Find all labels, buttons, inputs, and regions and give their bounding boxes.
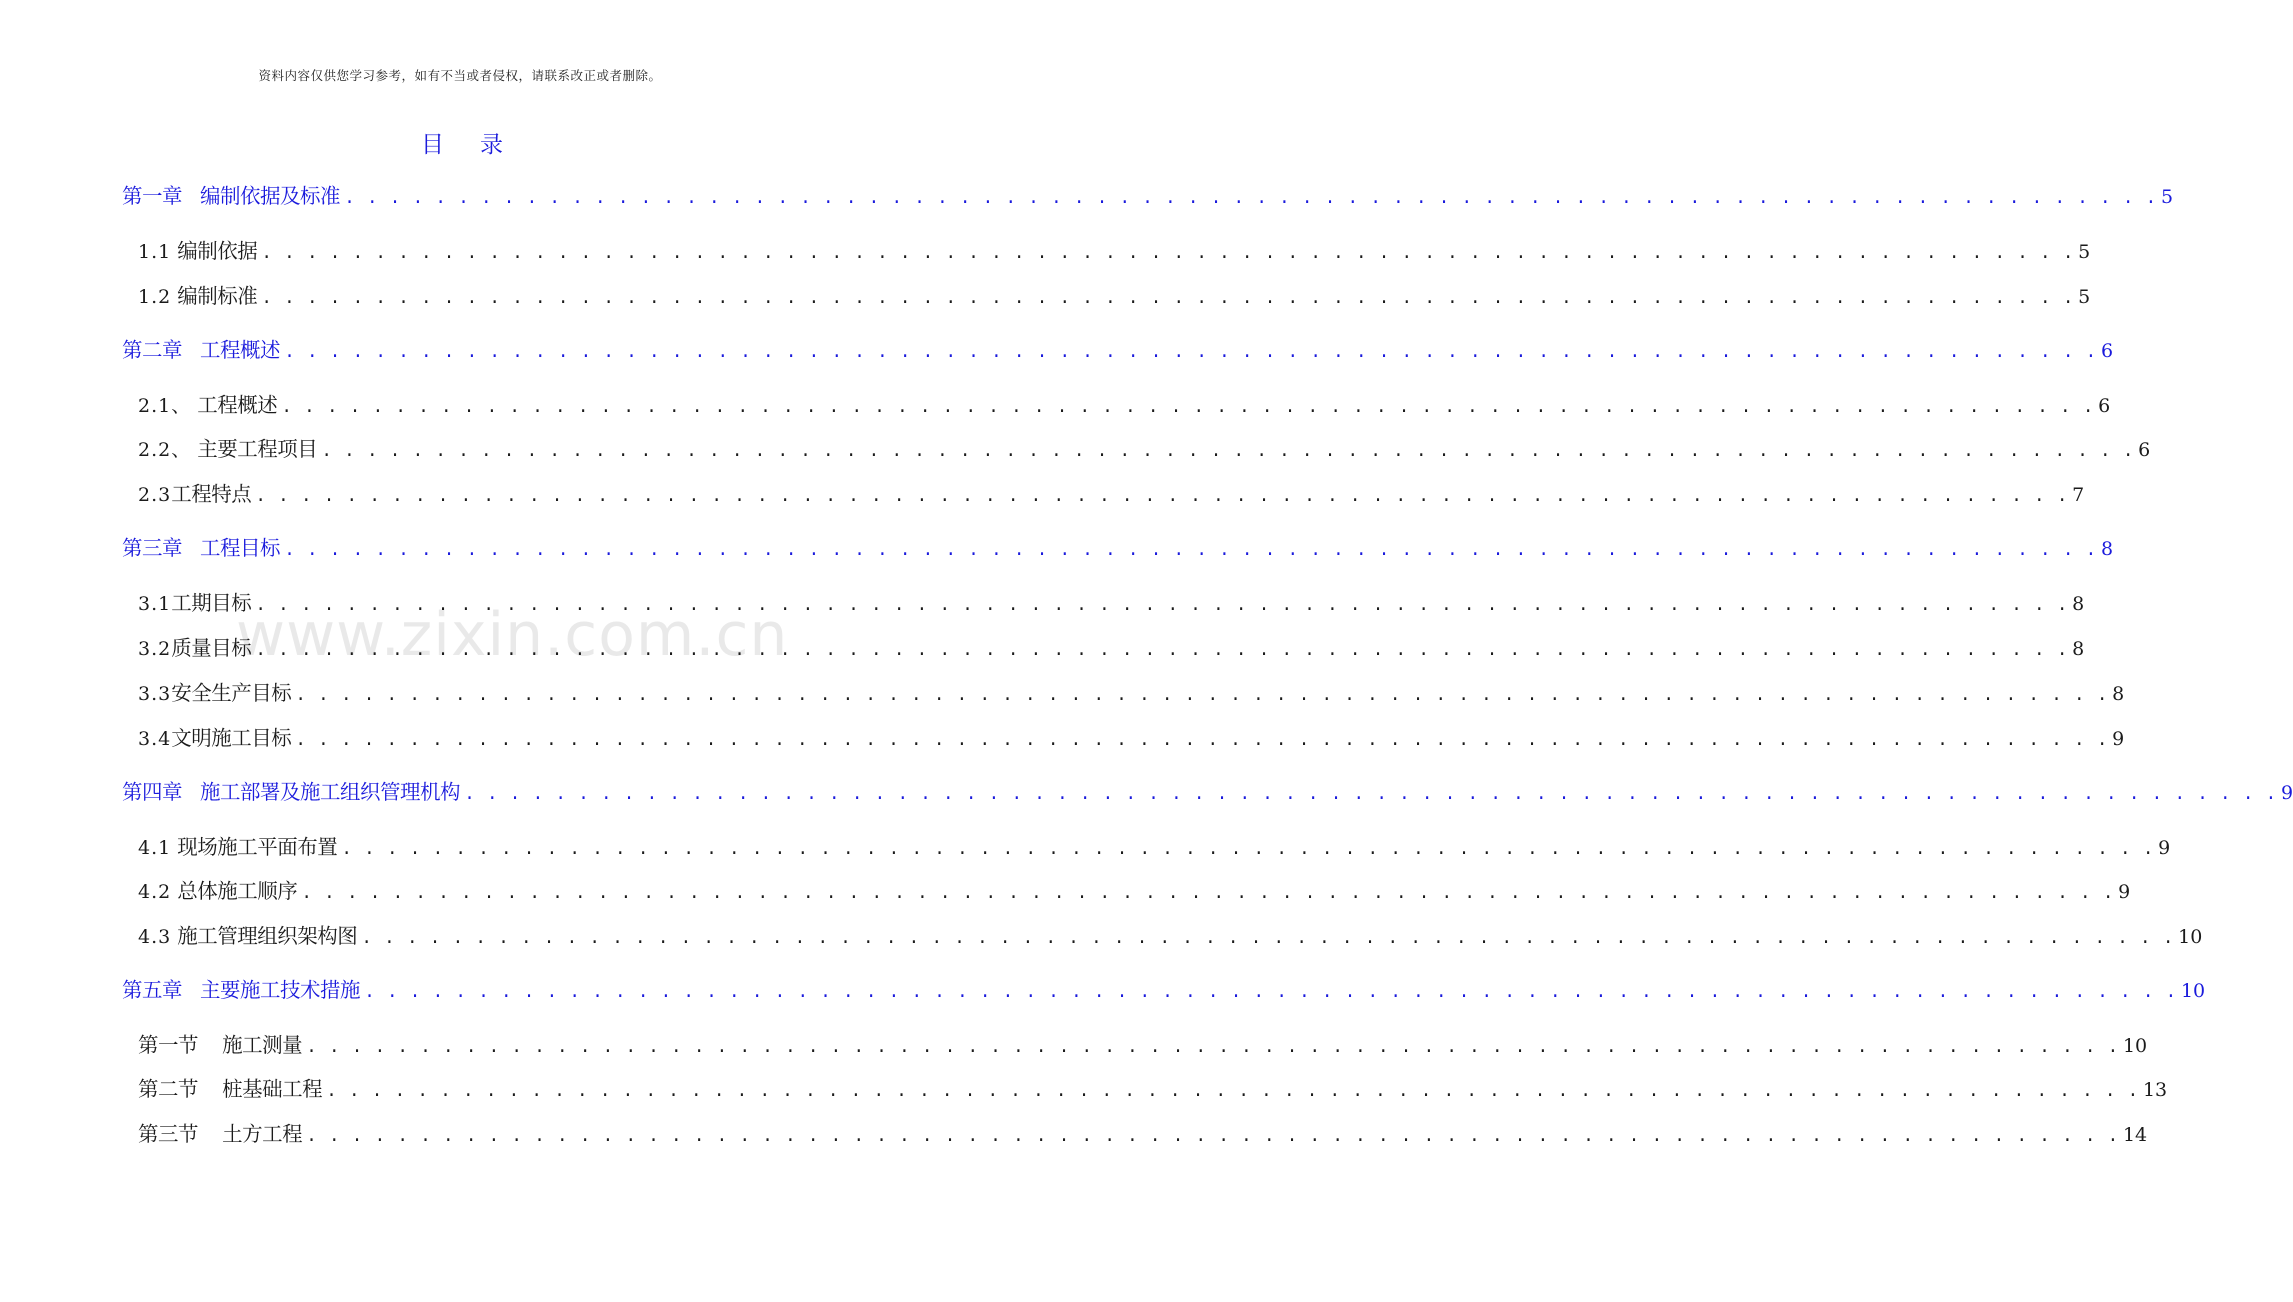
toc-dot-leader: . . . . . . . . . . . . . . . . . . . . . . . . . . . . . . . . . . . . . . . . . . . . . . . . . . . . . . . . . . . . . . . . . . . . . . . . . . . . . . . .	[284, 343, 2097, 363]
toc-dot-leader: . . . . . . . . . . . . . . . . . . . . . . . . . . . . . . . . . . . . . . . . . . . . . . . . . . . . . . . . . . . . . . . . . . . . . . . . . . . . . . . .	[326, 1082, 2139, 1102]
toc-page-number: 9	[2112, 728, 2125, 750]
toc-page-number: 8	[2112, 683, 2125, 705]
toc-page-number: 10	[2122, 1035, 2148, 1057]
toc-section-entry[interactable]	[138, 235, 2091, 267]
toc-dot-leader: . . . . . . . . . . . . . . . . . . . . . . . . . . . . . . . . . . . . . . . . . . . . . . . . . . . . . . . . . . . . . . . . . . . . . . . . . . . . . . . .	[295, 731, 2109, 751]
toc-chapter-entry[interactable]	[122, 180, 2174, 212]
toc-section-entry[interactable]	[138, 478, 2085, 510]
toc-entry-number: 2.1、	[138, 395, 192, 417]
toc-page-number: 6	[2100, 340, 2114, 362]
toc-entry-label: 工程概述	[191, 393, 278, 417]
toc-entry-number: 1.2	[138, 286, 172, 308]
toc-section-entry[interactable]	[138, 1073, 2168, 1105]
toc-entry-label: 编制标准	[171, 284, 258, 308]
toc-entry-number: 1.1	[138, 241, 172, 263]
toc-dot-leader: . . . . . . . . . . . . . . . . . . . . . . . . . . . . . . . . . . . . . . . . . . . . . . . . . . . . . . . . . . . . . . . . . . . . . . . . . . . . . . . .	[306, 1038, 2119, 1058]
toc-entry-label: 第五章 主要施工技术措施	[122, 978, 361, 1002]
toc-page-number: 5	[2160, 186, 2174, 208]
toc-page-number: 5	[2078, 286, 2091, 308]
toc-entry-label: 工程特点	[171, 482, 252, 506]
toc-section-entry[interactable]	[138, 389, 2111, 421]
toc-entry-number: 3.2	[138, 638, 172, 660]
toc-entry-label: 现场施工平面布置	[171, 835, 338, 859]
toc-dot-leader: . . . . . . . . . . . . . . . . . . . . . . . . . . . . . . . . . . . . . . . . . . . . . . . . . . . . . . . . . . . . . . . . . . . . . . . . . . . . . . . .	[255, 641, 2069, 661]
toc-page-number: 5	[2078, 241, 2091, 263]
toc-dot-leader: . . . . . . . . . . . . . . . . . . . . . . . . . . . . . . . . . . . . . . . . . . . . . . . . . . . . . . . . . . . . . . . . . . . . . . . . . . . . . . . .	[284, 541, 2097, 561]
toc-entry-number: 3.3	[138, 683, 172, 705]
toc-dot-leader: . . . . . . . . . . . . . . . . . . . . . . . . . . . . . . . . . . . . . . . . . . . . . . . . . . . . . . . . . . . . . . . . . . . . . . . . . . . . . . . .	[295, 686, 2109, 706]
toc-chapter-entry[interactable]	[122, 532, 2114, 564]
toc-dot-leader: . . . . . . . . . . . . . . . . . . . . . . . . . . . . . . . . . . . . . . . . . . . . . . . . . . . . . . . . . . . . . . . . . . . . . . . . . . . . . . . .	[255, 487, 2069, 507]
toc-chapter-entry[interactable]	[122, 334, 2114, 366]
toc-dot-leader: . . . . . . . . . . . . . . . . . . . . . . . . . . . . . . . . . . . . . . . . . . . . . . . . . . . . . . . . . . . . . . . . . . . . . . . . . . . . . . . .	[341, 840, 2155, 860]
toc-section-entry[interactable]	[138, 722, 2125, 754]
toc-entry-label: 总体施工顺序	[171, 879, 298, 903]
toc-section-entry[interactable]	[138, 677, 2125, 709]
toc-dot-leader: . . . . . . . . . . . . . . . . . . . . . . . . . . . . . . . . . . . . . . . . . . . . . . . . . . . . . . . . . . . . . . . . . . . . . . . . . . . . . . . .	[301, 884, 2115, 904]
toc-page-number: 9	[2158, 837, 2171, 859]
toc-entry-label: 第一节 施工测量	[138, 1033, 303, 1057]
toc-entry-number: 2.3	[138, 484, 172, 506]
toc-dot-leader: . . . . . . . . . . . . . . . . . . . . . . . . . . . . . . . . . . . . . . . . . . . . . . . . . . . . . . . . . . . . . . . . . . . . . . . . . . . . . . . .	[255, 596, 2069, 616]
toc-entry-label: 质量目标	[171, 636, 252, 660]
toc-section-entry[interactable]	[138, 1118, 2148, 1150]
toc-page-number: 14	[2122, 1124, 2148, 1146]
toc-section-entry[interactable]	[138, 875, 2131, 907]
toc-entry-label: 主要工程项目	[191, 437, 318, 461]
toc-entry-number: 2.2、	[138, 439, 192, 461]
toc-page-number: 9	[2118, 881, 2131, 903]
toc-dot-leader: . . . . . . . . . . . . . . . . . . . . . . . . . . . . . . . . . . . . . . . . . . . . . . . . . . . . . . . . . . . . . . . . . . . . . . . . . . . . . . . .	[261, 289, 2075, 309]
toc-entry-label: 第三章 工程目标	[122, 536, 281, 560]
toc-entry-label: 施工管理组织架构图	[171, 924, 358, 948]
toc-entry-label: 第二章 工程概述	[122, 338, 281, 362]
toc-entry-number: 3.4	[138, 728, 172, 750]
toc-section-entry[interactable]	[138, 280, 2091, 312]
toc-section-entry[interactable]	[138, 632, 2085, 664]
toc-page-number: 7	[2072, 484, 2085, 506]
toc-section-entry[interactable]	[138, 587, 2085, 619]
toc-entry-number: 4.1	[138, 837, 172, 859]
toc-entry-label: 编制依据	[171, 239, 258, 263]
toc-page-number: 9	[2280, 782, 2293, 804]
toc-dot-leader: . . . . . . . . . . . . . . . . . . . . . . . . . . . . . . . . . . . . . . . . . . . . . . . . . . . . . . . . . . . . . . . . . . . . . . . . . . . . . . . .	[306, 1127, 2119, 1147]
toc-page-number: 8	[2072, 638, 2085, 660]
toc-section-entry[interactable]	[138, 1029, 2148, 1061]
toc-page-number: 6	[2138, 439, 2151, 461]
toc-chapter-entry[interactable]	[122, 974, 2206, 1006]
toc-entry-label: 安全生产目标	[171, 681, 292, 705]
toc-entry-number: 4.3	[138, 926, 172, 948]
toc-dot-leader: . . . . . . . . . . . . . . . . . . . . . . . . . . . . . . . . . . . . . . . . . . . . . . . . . . . . . . . . . . . . . . . . . . . . . . . . . . . . . . . .	[364, 983, 2177, 1003]
toc-title: 目录	[421, 132, 539, 158]
watermark: www.zixin.com.cn	[236, 600, 789, 670]
toc-entry-label: 文明施工目标	[171, 726, 292, 750]
toc-page-number: 8	[2072, 593, 2085, 615]
toc-dot-leader: . . . . . . . . . . . . . . . . . . . . . . . . . . . . . . . . . . . . . . . . . . . . . . . . . . . . . . . . . . . . . . . . . . . . . . . . . . . . . . . .	[281, 398, 2095, 418]
toc-entry-number: 4.2	[138, 881, 172, 903]
toc-dot-leader: . . . . . . . . . . . . . . . . . . . . . . . . . . . . . . . . . . . . . . . . . . . . . . . . . . . . . . . . . . . . . . . . . . . . . . . . . . . . . . . .	[344, 189, 2157, 209]
toc-dot-leader: . . . . . . . . . . . . . . . . . . . . . . . . . . . . . . . . . . . . . . . . . . . . . . . . . . . . . . . . . . . . . . . . . . . . . . . . . . . . . . . .	[361, 929, 2175, 949]
toc-page-number: 10	[2180, 980, 2206, 1002]
toc-page-number: 6	[2098, 395, 2111, 417]
header-disclaimer: 资料内容仅供您学习参考，如有不当或者侵权，请联系改正或者删除。	[258, 68, 662, 83]
toc-entry-label: 第二节 桩基础工程	[138, 1077, 323, 1101]
toc-page-number: 13	[2142, 1079, 2168, 1101]
toc-page-number: 10	[2178, 926, 2203, 948]
toc-section-entry[interactable]	[138, 831, 2171, 863]
toc-section-entry[interactable]	[138, 433, 2151, 465]
toc-entry-number: 3.1	[138, 593, 172, 615]
toc-dot-leader: . . . . . . . . . . . . . . . . . . . . . . . . . . . . . . . . . . . . . . . . . . . . . . . . . . . . . . . . . . . . . . . . . . . . . . . . . . . . . . . .	[321, 442, 2135, 462]
toc-entry-label: 第四章 施工部署及施工组织管理机构	[122, 780, 461, 804]
toc-chapter-entry[interactable]	[122, 776, 2293, 808]
toc-entry-label: 第三节 土方工程	[138, 1122, 303, 1146]
toc-dot-leader: . . . . . . . . . . . . . . . . . . . . . . . . . . . . . . . . . . . . . . . . . . . . . . . . . . . . . . . . . . . . . . . . . . . . . . . . . . . . . . . .	[261, 244, 2075, 264]
toc-section-entry[interactable]	[138, 920, 2203, 952]
toc-entry-label: 第一章 编制依据及标准	[122, 184, 341, 208]
toc-page-number: 8	[2100, 538, 2114, 560]
toc-dot-leader: . . . . . . . . . . . . . . . . . . . . . . . . . . . . . . . . . . . . . . . . . . . . . . . . . . . . . . . . . . . . . . . . . . . . . . . . . . . . . . . .	[464, 785, 2277, 805]
toc-entry-label: 工期目标	[171, 591, 252, 615]
